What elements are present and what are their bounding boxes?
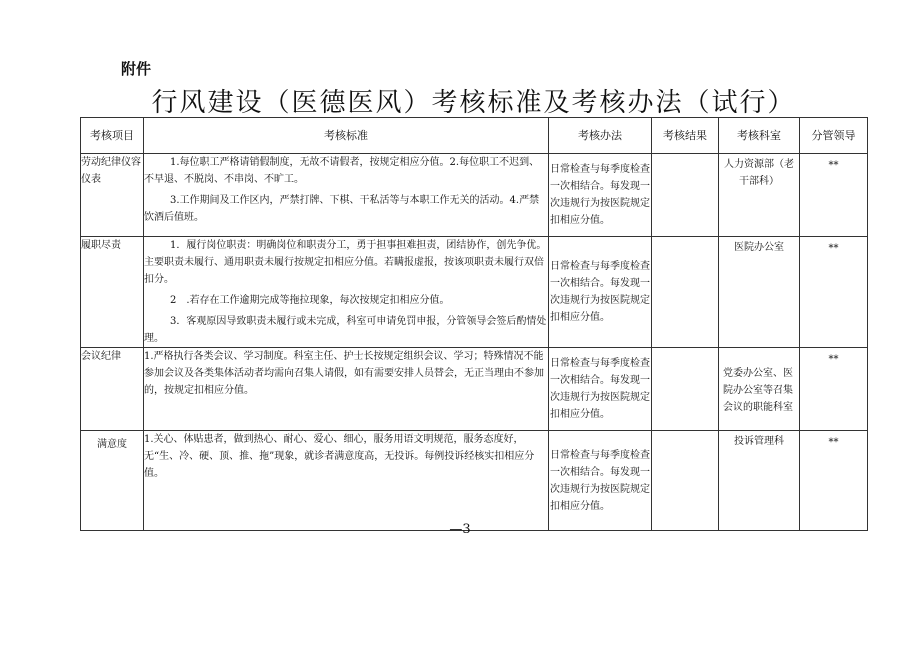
- standard-cell: [144, 237, 549, 348]
- standard-paragraph: 2 .若存在工作逾期完成等拖拉现象，每次按规定扣相应分值。: [170, 295, 450, 306]
- document-title: 行风建设（医德医风）考核标准及考核办法（试行）: [151, 88, 796, 118]
- leader-cell: **: [800, 348, 868, 431]
- leader-cell: **: [800, 237, 868, 348]
- method-cell: 日常检查与每季度检查一次相结合。每发现一次违规行为按医院规定扣相应分值。: [549, 431, 652, 531]
- standard-paragraph: 1.每位职工严格请销假制度，无故不请假者，按规定相应分值。2.每位职工不迟到、不早退、不脱岗、不串岗、不旷工。: [144, 157, 540, 185]
- leader-cell: **: [800, 154, 868, 237]
- standard-paragraph: 3．客观原因导致职责未履行或未完成，科室可申请免罚申报，分管领导会签后酌情处理。: [144, 316, 547, 344]
- standard-cell: [144, 348, 549, 431]
- table-row: [81, 431, 868, 531]
- page-number: —3: [449, 522, 471, 537]
- column-header: 考核项目: [81, 118, 144, 154]
- result-cell: [652, 348, 719, 431]
- dept-cell: 投诉管理科: [719, 431, 800, 531]
- result-cell: [652, 154, 719, 237]
- result-cell: [652, 237, 719, 348]
- column-header: 考核结果: [652, 118, 719, 154]
- attachment-label: 附件: [121, 60, 152, 78]
- item-cell: 会议纪律: [81, 348, 144, 431]
- method-cell: 日常检查与每季度检查一次相结合。每发现一次违规行为按医院规定扣相应分值。: [549, 154, 652, 237]
- column-header: 考核科室: [719, 118, 800, 154]
- standard-cell: [144, 431, 549, 531]
- table-row: [81, 237, 868, 348]
- item-cell: 履职尽责: [81, 237, 144, 348]
- column-header: 分管领导: [800, 118, 868, 154]
- table-header-row: [81, 118, 868, 154]
- result-cell: [652, 431, 719, 531]
- column-header: 考核标准: [144, 118, 549, 154]
- table-row: [81, 348, 868, 431]
- standard-paragraph: 3.工作期间及工作区内，严禁打牌、下棋、干私活等与本职工作无关的活动。4.严禁饮酒后值班。: [144, 195, 540, 223]
- item-cell: 满意度: [81, 431, 144, 531]
- method-cell: 日常检查与每季度检查一次相结合。每发现一次违规行为按医院规定扣相应分值。: [549, 348, 652, 431]
- leader-cell: **: [800, 431, 868, 531]
- assessment-table: [80, 117, 868, 531]
- dept-cell: 人力资源部（老干部科）: [719, 154, 800, 237]
- standard-paragraph: 1．履行岗位职责：明确岗位和职责分工，勇于担事担难担责，团结协作，创先争优。主要职责未履行、通用职责未履行按规定扣相应分值。若瞒报虚报，按该项职责未履行双倍扣分。: [144, 240, 547, 285]
- standard-cell: [144, 154, 549, 237]
- standard-paragraph: 1.关心、体贴患者，做到热心、耐心、爱心、细心，服务用语文明规范，服务态度好，无“生、冷、硬、顶、推、拖”现象，就诊者满意度高，无投诉。每例投诉经核实扣相应分值。: [144, 434, 535, 479]
- dept-cell: 党委办公室、医院办公室等召集会议的职能科室: [719, 348, 800, 431]
- standard-paragraph: 1.严格执行各类会议、学习制度。科室主任、护士长按规定组织会议、学习；特殊情况不能参加会议及各类集体活动者均需向召集人请假，如有需要安排人员替会，无正当理由不参加的，按规定扣相应分值。: [144, 351, 544, 396]
- column-header: 考核办法: [549, 118, 652, 154]
- item-cell: 劳动纪律仪容仪表: [81, 154, 144, 237]
- dept-cell: 医院办公室: [719, 237, 800, 348]
- method-cell: 日常检查与每季度检查一次相结合。每发现一次违规行为按医院规定扣相应分值。: [549, 237, 652, 348]
- table-row: [81, 154, 868, 237]
